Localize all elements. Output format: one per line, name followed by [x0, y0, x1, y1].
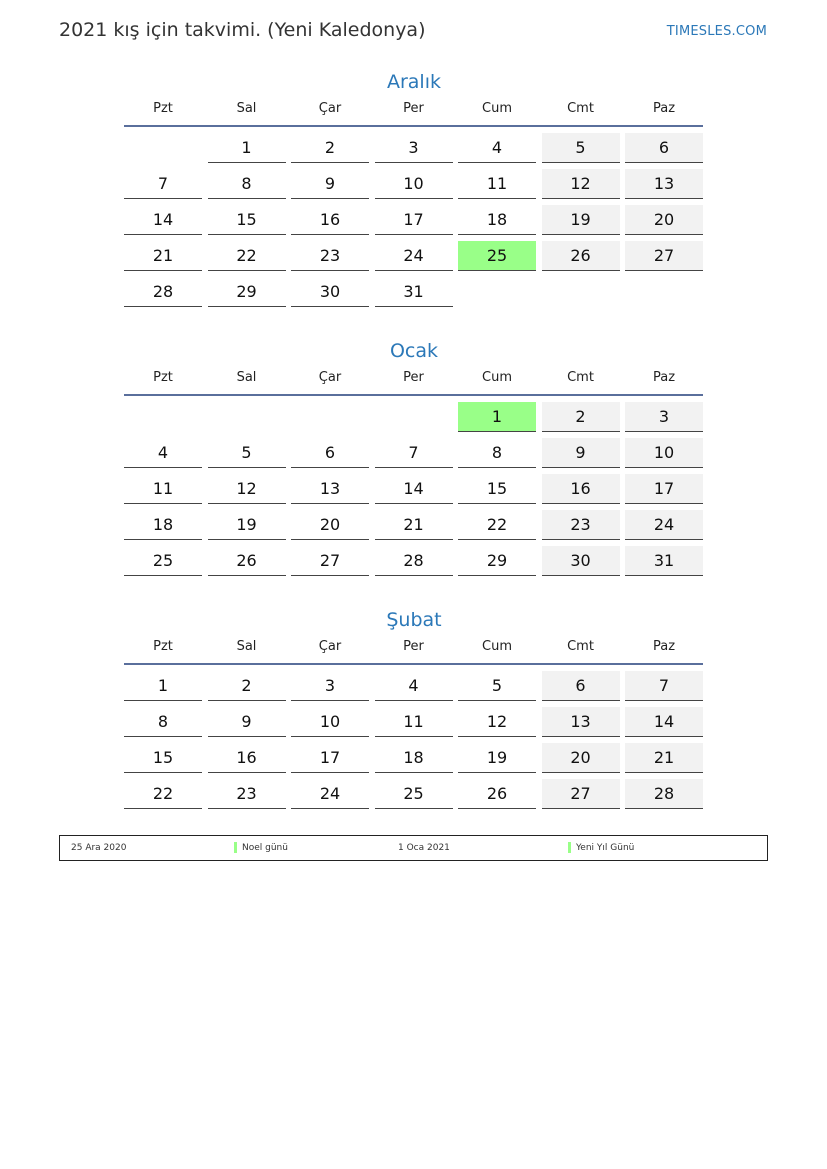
- day-cell: 22: [458, 510, 536, 540]
- day-cell: 23: [542, 510, 620, 540]
- day-cell: 19: [208, 510, 286, 540]
- day-cell: 22: [124, 779, 202, 809]
- empty-day-cell: [375, 402, 453, 432]
- legend-holiday-label: Yeni Yıl Günü: [576, 843, 635, 853]
- day-cell: 30: [291, 277, 369, 307]
- day-cell: 27: [291, 546, 369, 576]
- empty-day-cell: [458, 277, 536, 307]
- week-row: [124, 779, 703, 815]
- week-row: [124, 474, 703, 510]
- day-cell: 11: [124, 474, 202, 504]
- day-cell: 23: [291, 241, 369, 271]
- day-cell: 28: [625, 779, 703, 809]
- day-cell: 14: [375, 474, 453, 504]
- legend-holiday-name: [568, 843, 634, 853]
- weeks-grid: [124, 402, 704, 582]
- day-cell: 11: [375, 707, 453, 737]
- weekday-label: Sal: [236, 639, 257, 654]
- day-cell: 2: [291, 133, 369, 163]
- day-cell: 2: [208, 671, 286, 701]
- day-cell: 3: [375, 133, 453, 163]
- legend-holiday-name: [234, 843, 288, 853]
- weekday-label: Per: [403, 639, 424, 654]
- day-cell: 20: [542, 743, 620, 773]
- empty-day-cell: [124, 402, 202, 432]
- day-cell: 19: [458, 743, 536, 773]
- day-cell: 23: [208, 779, 286, 809]
- day-cell: 17: [375, 205, 453, 235]
- empty-day-cell: [208, 402, 286, 432]
- day-cell: 6: [291, 438, 369, 468]
- day-cell: 19: [542, 205, 620, 235]
- empty-day-cell: [124, 133, 202, 163]
- weekday-label: Cum: [482, 370, 512, 385]
- weekday-label: Per: [403, 370, 424, 385]
- weekday-label: Cmt: [567, 370, 594, 385]
- day-cell: 26: [542, 241, 620, 271]
- month-title: Aralık: [386, 71, 441, 93]
- day-cell: 6: [625, 133, 703, 163]
- day-cell: 10: [625, 438, 703, 468]
- empty-day-cell: [542, 277, 620, 307]
- day-cell: 14: [625, 707, 703, 737]
- week-row: [124, 546, 703, 582]
- day-cell: 28: [375, 546, 453, 576]
- day-cell: 15: [458, 474, 536, 504]
- day-cell: 15: [124, 743, 202, 773]
- empty-day-cell: [291, 402, 369, 432]
- month-title: Şubat: [386, 609, 442, 631]
- day-cell: 1: [208, 133, 286, 163]
- day-cell: 27: [542, 779, 620, 809]
- day-cell: 21: [375, 510, 453, 540]
- weekday-label: Çar: [318, 101, 342, 116]
- legend-date: 25 Ara 2020: [71, 843, 127, 853]
- weekday-label: Sal: [236, 370, 257, 385]
- day-cell: 2: [542, 402, 620, 432]
- day-cell: 13: [542, 707, 620, 737]
- day-cell: 3: [625, 402, 703, 432]
- site-link[interactable]: TIMESLES.COM: [666, 24, 767, 39]
- day-cell: 24: [625, 510, 703, 540]
- day-cell: 12: [458, 707, 536, 737]
- weekday-label: Cum: [482, 101, 512, 116]
- day-cell: 6: [542, 671, 620, 701]
- page-title: 2021 kış için takvimi. (Yeni Kaledonya): [59, 19, 426, 41]
- day-cell: 14: [124, 205, 202, 235]
- day-cell: 11: [458, 169, 536, 199]
- weeks-grid: [124, 671, 704, 815]
- weekday-label: Per: [403, 101, 424, 116]
- weeks-grid: [124, 133, 704, 313]
- holiday-legend: [59, 835, 768, 861]
- day-cell: 16: [542, 474, 620, 504]
- weekday-header-row: [124, 636, 703, 665]
- day-cell: 21: [625, 743, 703, 773]
- day-cell: 26: [208, 546, 286, 576]
- month-calendar: [124, 604, 704, 815]
- week-row: [124, 241, 703, 277]
- day-cell: 24: [375, 241, 453, 271]
- weekday-label: Çar: [318, 639, 342, 654]
- day-cell: 26: [458, 779, 536, 809]
- day-cell: 18: [458, 205, 536, 235]
- day-cell: 5: [542, 133, 620, 163]
- weekday-label: Cmt: [567, 639, 594, 654]
- day-cell: 17: [625, 474, 703, 504]
- week-row: [124, 510, 703, 546]
- day-cell: 28: [124, 277, 202, 307]
- day-cell: 8: [458, 438, 536, 468]
- day-cell: 16: [208, 743, 286, 773]
- day-cell: 12: [208, 474, 286, 504]
- week-row: [124, 277, 703, 313]
- weekday-label: Pzt: [153, 639, 173, 654]
- day-cell: 24: [291, 779, 369, 809]
- day-cell: 13: [291, 474, 369, 504]
- week-row: [124, 133, 703, 169]
- day-cell: 1: [124, 671, 202, 701]
- day-cell: 17: [291, 743, 369, 773]
- weekday-label: Pzt: [153, 370, 173, 385]
- day-cell: 4: [458, 133, 536, 163]
- day-cell: 25: [124, 546, 202, 576]
- day-cell: 5: [458, 671, 536, 701]
- weekday-label: Paz: [652, 370, 676, 385]
- day-cell: 27: [625, 241, 703, 271]
- week-row: [124, 402, 703, 438]
- day-cell: 21: [124, 241, 202, 271]
- day-cell: 10: [375, 169, 453, 199]
- day-cell: 12: [542, 169, 620, 199]
- day-cell: 8: [124, 707, 202, 737]
- day-cell: 30: [542, 546, 620, 576]
- month-title: Ocak: [389, 340, 439, 362]
- day-cell: 16: [291, 205, 369, 235]
- day-cell: 7: [124, 169, 202, 199]
- legend-holiday-label: Noel günü: [242, 843, 288, 853]
- day-cell: 18: [124, 510, 202, 540]
- week-row: [124, 743, 703, 779]
- day-cell: 29: [458, 546, 536, 576]
- legend-date: 1 Oca 2021: [398, 843, 450, 853]
- day-cell: 9: [291, 169, 369, 199]
- day-cell: 7: [375, 438, 453, 468]
- week-row: [124, 205, 703, 241]
- day-cell: 7: [625, 671, 703, 701]
- day-cell: 1: [458, 402, 536, 432]
- weekday-label: Paz: [652, 639, 676, 654]
- weekday-label: Cmt: [567, 101, 594, 116]
- day-cell: 29: [208, 277, 286, 307]
- weekday-label: Sal: [236, 101, 257, 116]
- week-row: [124, 169, 703, 205]
- day-cell: 31: [625, 546, 703, 576]
- day-cell: 4: [375, 671, 453, 701]
- day-cell: 25: [458, 241, 536, 271]
- holiday-color-swatch: [234, 842, 237, 853]
- weekday-header-row: [124, 367, 703, 396]
- weekday-label: Cum: [482, 639, 512, 654]
- day-cell: 9: [542, 438, 620, 468]
- weekday-label: Paz: [652, 101, 676, 116]
- day-cell: 3: [291, 671, 369, 701]
- week-row: [124, 438, 703, 474]
- weekday-header-row: [124, 98, 703, 127]
- day-cell: 10: [291, 707, 369, 737]
- empty-day-cell: [625, 277, 703, 307]
- day-cell: 4: [124, 438, 202, 468]
- day-cell: 9: [208, 707, 286, 737]
- day-cell: 20: [291, 510, 369, 540]
- weekday-label: Pzt: [153, 101, 173, 116]
- month-calendar: [124, 66, 704, 313]
- week-row: [124, 671, 703, 707]
- day-cell: 5: [208, 438, 286, 468]
- day-cell: 15: [208, 205, 286, 235]
- day-cell: 31: [375, 277, 453, 307]
- week-row: [124, 707, 703, 743]
- day-cell: 25: [375, 779, 453, 809]
- day-cell: 18: [375, 743, 453, 773]
- day-cell: 8: [208, 169, 286, 199]
- day-cell: 13: [625, 169, 703, 199]
- day-cell: 22: [208, 241, 286, 271]
- holiday-color-swatch: [568, 842, 571, 853]
- month-calendar: [124, 335, 704, 582]
- weekday-label: Çar: [318, 370, 342, 385]
- day-cell: 20: [625, 205, 703, 235]
